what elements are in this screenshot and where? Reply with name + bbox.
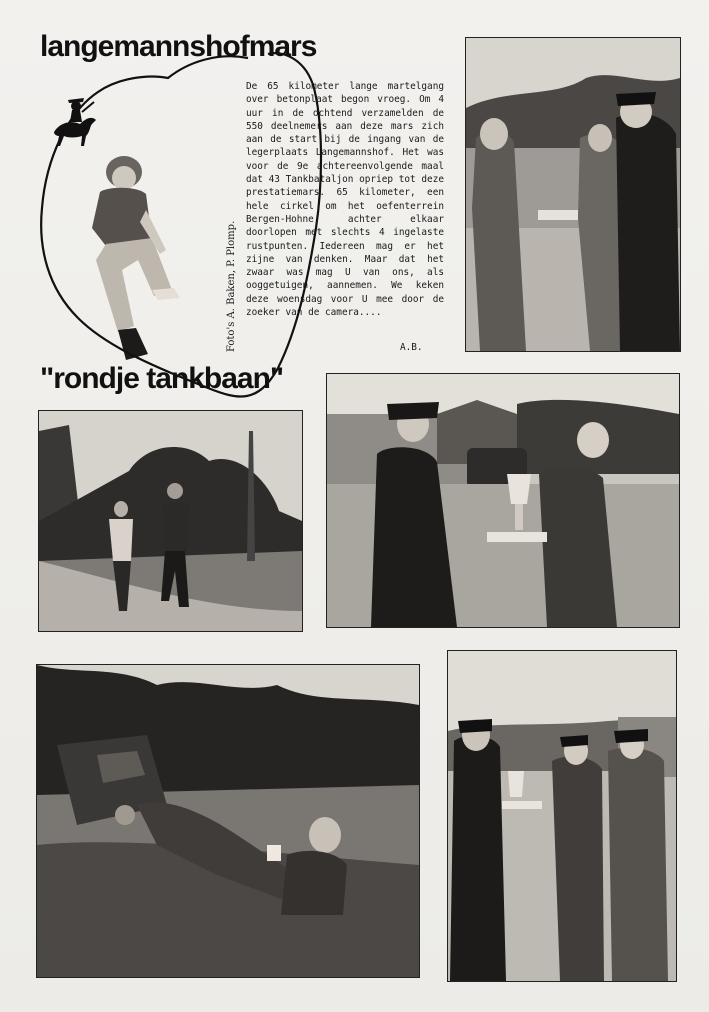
photo-handshake-top <box>465 37 681 352</box>
photo-credit: Foto's A. Baken, P. Plomp. <box>226 220 237 352</box>
photo-trophy-presentation <box>326 373 680 628</box>
runner-cutout-photo <box>82 150 186 365</box>
article-signature: A.B. <box>400 342 423 353</box>
photo-runners-road <box>38 410 303 632</box>
photo-trophy-handshake-bottom <box>447 650 677 982</box>
photo-resting-soldiers <box>36 664 420 978</box>
article-title: langemannshofmars <box>40 30 317 63</box>
article-body: De 65 kilometer lange martelgang over betonplaat begon vroeg. Om 4 uur in de ochtend verzamelden de 550 deelnemers aan deze mars zich aan de start bij de ingang van de legerplaats Langemannshof. Het was voor de 9e achtereenvolgende maal dat 43 Tankbataljon opriep tot deze prestatiemars. 65 kilometer, een hele cirkel om het oefenterrein Bergen-Hohne, achter elkaar doorlopen met slechts 4 ingelaste rustpunten. Iedereen mag er het zijne van denken. Maar dat het zwaar was mag U van ons, als ooggetuigen, aannemen. We keken deze woensdag voor U mee door de zoeker van de camera.... <box>246 81 444 319</box>
horse-rider-icon <box>46 92 104 152</box>
article-subtitle: "rondje tankbaan" <box>40 362 284 395</box>
